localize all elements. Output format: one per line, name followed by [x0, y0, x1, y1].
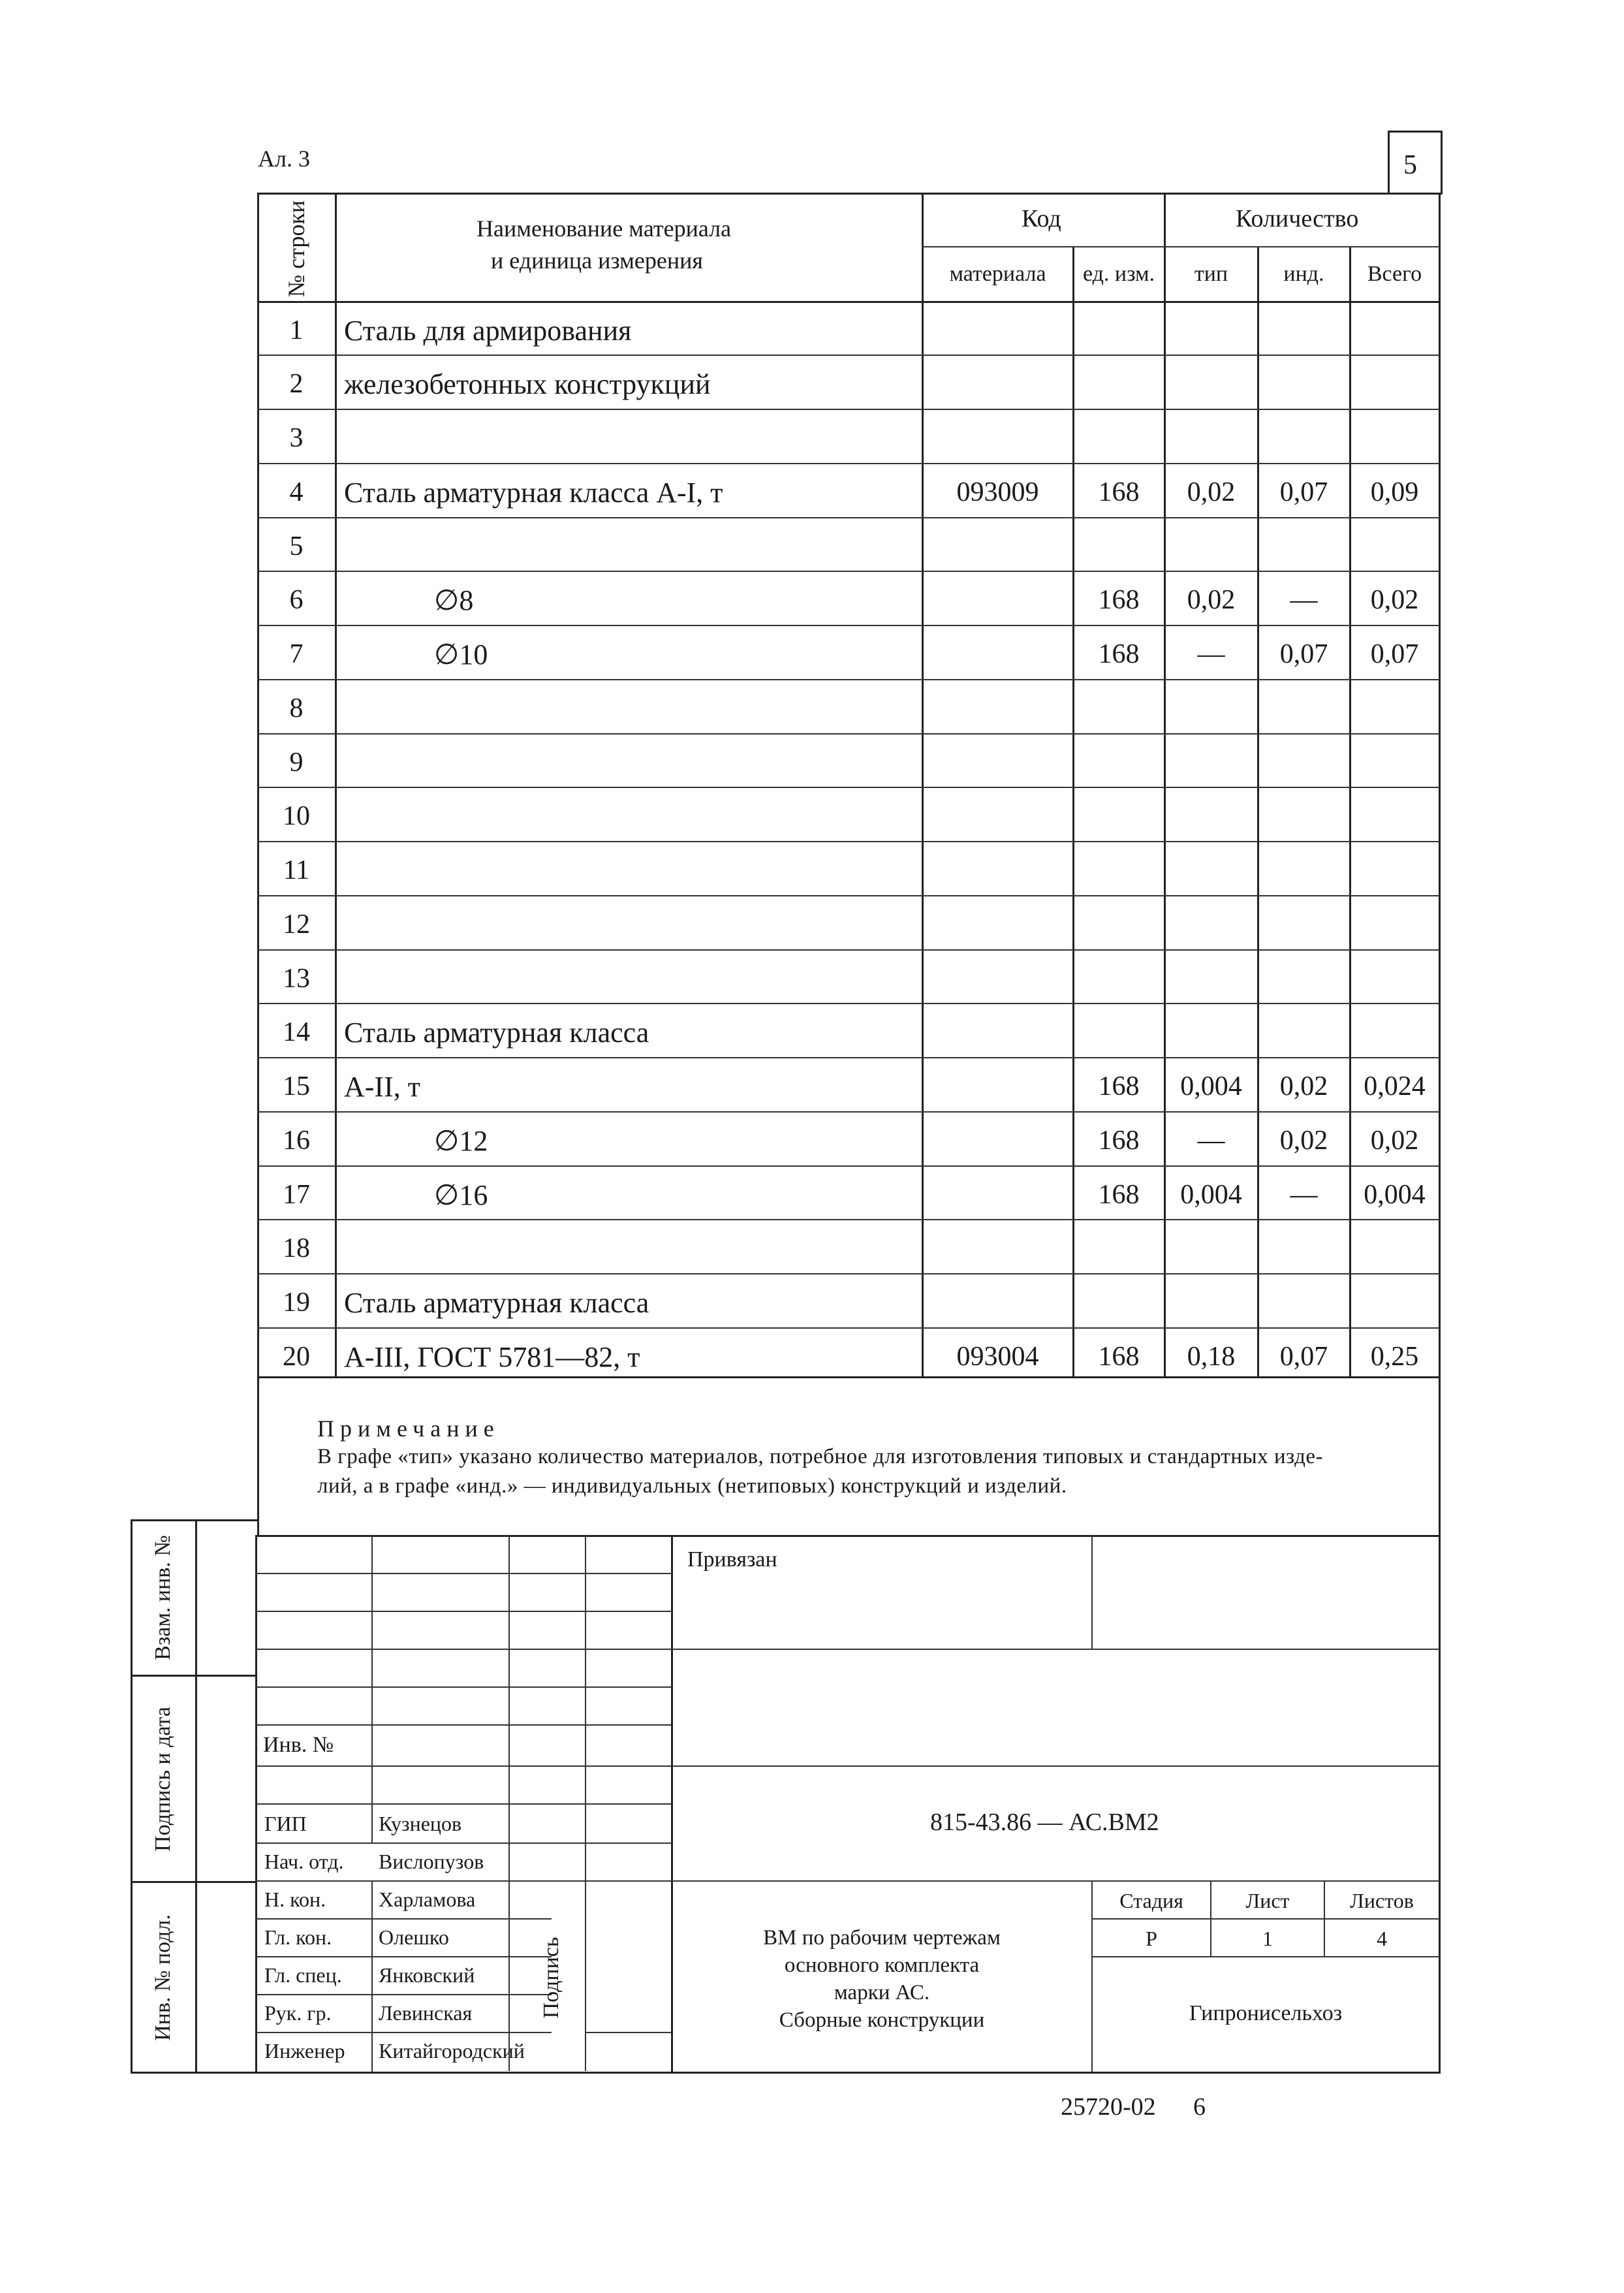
row-typ: 0,004 [1180, 1071, 1242, 1101]
row-total: 0,07 [1370, 639, 1419, 669]
row-unit: 168 [1098, 639, 1140, 669]
row-name: Сталь арматурная класса А-I, т [344, 477, 723, 509]
doc-title-4: Сборные конструкции [779, 2008, 985, 2032]
row-name: ∅8 [434, 584, 474, 616]
stamp-person: Харламова [379, 1888, 476, 1911]
podpis-vertical: Подпись [539, 1937, 563, 2019]
col-code-material: материала [949, 262, 1046, 286]
sheet-label: Ал. 3 [258, 146, 310, 172]
row-typ: 0,18 [1187, 1342, 1236, 1372]
col-qty-ind: инд. [1283, 262, 1324, 286]
row-ind: 0,02 [1279, 1071, 1328, 1101]
stamp-role: Нач. отд. [264, 1850, 344, 1873]
organization: Гипронисельхоз [1189, 2001, 1343, 2025]
row-number: 4 [289, 477, 304, 507]
row-number: 19 [283, 1288, 310, 1318]
row-typ: 0,02 [1187, 585, 1236, 615]
row-ind: 0,02 [1279, 1126, 1328, 1156]
side-label-podpis: Подпись и дата [151, 1707, 175, 1852]
row-number: 13 [283, 964, 310, 994]
row-unit: 168 [1098, 477, 1140, 507]
stamp-role: Гл. спец. [264, 1963, 342, 1987]
row-number: 5 [289, 531, 304, 561]
stamp-person: Левинская [379, 2001, 473, 2025]
col-qty-type: тип [1194, 262, 1228, 286]
doc-code: 815-43.86 — АС.ВМ2 [930, 1809, 1159, 1836]
stamp-person: Кузнецов [379, 1812, 462, 1835]
stamp-role: Гл. кон. [264, 1925, 332, 1949]
row-number: 9 [289, 748, 304, 778]
stamp-person: Олешко [379, 1925, 449, 1949]
note-title: Примечание [317, 1415, 500, 1442]
row-typ: — [1197, 639, 1225, 669]
row-total: 0,02 [1370, 1126, 1419, 1156]
row-ind: 0,07 [1279, 1342, 1328, 1372]
sheet-value: 1 [1262, 1927, 1273, 1950]
row-total: 0,004 [1364, 1180, 1426, 1210]
row-number: 8 [289, 693, 304, 723]
row-unit: 168 [1098, 1126, 1140, 1156]
row-name: ∅10 [434, 639, 488, 671]
stamp-person: Вислопузов [379, 1850, 484, 1873]
col-qty-total: Всего [1367, 262, 1422, 286]
row-number: 6 [289, 585, 304, 615]
note-line-1: В графе «тип» указано количество материалов, потребное для изготовления типовых и стандартных изде- [317, 1445, 1324, 1468]
row-number: 15 [283, 1071, 310, 1101]
row-number: 1 [289, 315, 304, 345]
row-name: ∅16 [434, 1179, 488, 1211]
row-typ: — [1197, 1126, 1225, 1156]
row-name: ∅12 [434, 1125, 488, 1157]
stamp-role: ГИП [264, 1812, 307, 1835]
col-no-header: № строки [283, 200, 309, 298]
row-number: 7 [289, 639, 304, 669]
row-name: А-III, ГОСТ 5781—82, т [344, 1341, 640, 1373]
row-mat: 093004 [956, 1342, 1039, 1372]
row-total: 0,024 [1364, 1071, 1426, 1101]
stamp-role: Инженер [264, 2039, 345, 2063]
row-unit: 168 [1098, 1342, 1140, 1372]
row-number: 14 [283, 1017, 310, 1047]
row-ind: 0,07 [1279, 639, 1328, 669]
col-qty-header: Количество [1236, 205, 1359, 232]
page-number: 5 [1403, 150, 1417, 180]
row-name: А-II, т [344, 1071, 420, 1103]
col-code-unit: ед. изм. [1082, 262, 1155, 286]
doc-title-3: марки АС. [834, 1981, 930, 2004]
row-unit: 168 [1098, 1180, 1140, 1210]
col-name-header-2: и единица измерения [491, 247, 703, 274]
stamp-person: Янковский [379, 1963, 475, 1987]
inv-no-label: Инв. № [263, 1733, 334, 1757]
row-number: 18 [283, 1233, 310, 1263]
row-name: железобетонных конструкций [344, 368, 711, 400]
stage-label: Стадия [1119, 1889, 1183, 1912]
row-number: 17 [283, 1180, 310, 1210]
side-label-vzam: Взам. инв. № [151, 1535, 175, 1660]
col-code-header: Код [1022, 205, 1061, 232]
row-name: Сталь арматурная класса [344, 1017, 649, 1049]
row-ind: — [1290, 585, 1318, 615]
row-unit: 168 [1098, 585, 1140, 615]
row-number: 12 [283, 909, 310, 940]
sheets-value: 4 [1377, 1927, 1387, 1950]
row-typ: 0,004 [1180, 1180, 1242, 1210]
doc-title-1: ВМ по рабочим чертежам [763, 1926, 1001, 1950]
row-total: 0,25 [1370, 1342, 1419, 1372]
doc-title-2: основного комплекта [784, 1953, 980, 1977]
row-total: 0,02 [1370, 585, 1419, 615]
row-number: 20 [283, 1342, 310, 1372]
row-ind: — [1290, 1180, 1318, 1210]
album-page: 6 [1193, 2093, 1206, 2121]
side-label-inv: Инв. № подл. [151, 1914, 175, 2041]
row-name: Сталь арматурная класса [344, 1287, 649, 1319]
stamp-person: Китайгородский [379, 2039, 525, 2063]
row-ind: 0,07 [1279, 477, 1328, 507]
row-typ: 0,02 [1187, 477, 1236, 507]
row-total: 0,09 [1370, 477, 1419, 507]
row-unit: 168 [1098, 1071, 1140, 1101]
note-line-2: лий, а в графе «инд.» — индивидуальных (нетиповых) конструкций и изделий. [317, 1474, 1067, 1498]
note-frame-right [1439, 1376, 1441, 1537]
sheets-label: Листов [1350, 1889, 1414, 1912]
row-mat: 093009 [956, 477, 1039, 507]
privyazan-label: Привязан [687, 1547, 777, 1572]
row-name: Сталь для армирования [344, 315, 632, 347]
row-number: 11 [283, 855, 310, 885]
note-frame-left [257, 1376, 259, 1537]
sheet-label: Лист [1245, 1889, 1290, 1912]
album-code: 25720-02 [1061, 2093, 1156, 2121]
row-number: 3 [289, 423, 304, 453]
stage-value: Р [1146, 1927, 1157, 1950]
col-name-header-1: Наименование материала [476, 215, 732, 242]
row-number: 16 [283, 1126, 310, 1156]
stamp-role: Н. кон. [264, 1888, 326, 1911]
stamp-role: Рук. гр. [264, 2001, 332, 2025]
row-number: 10 [283, 801, 310, 831]
row-number: 2 [289, 369, 304, 399]
